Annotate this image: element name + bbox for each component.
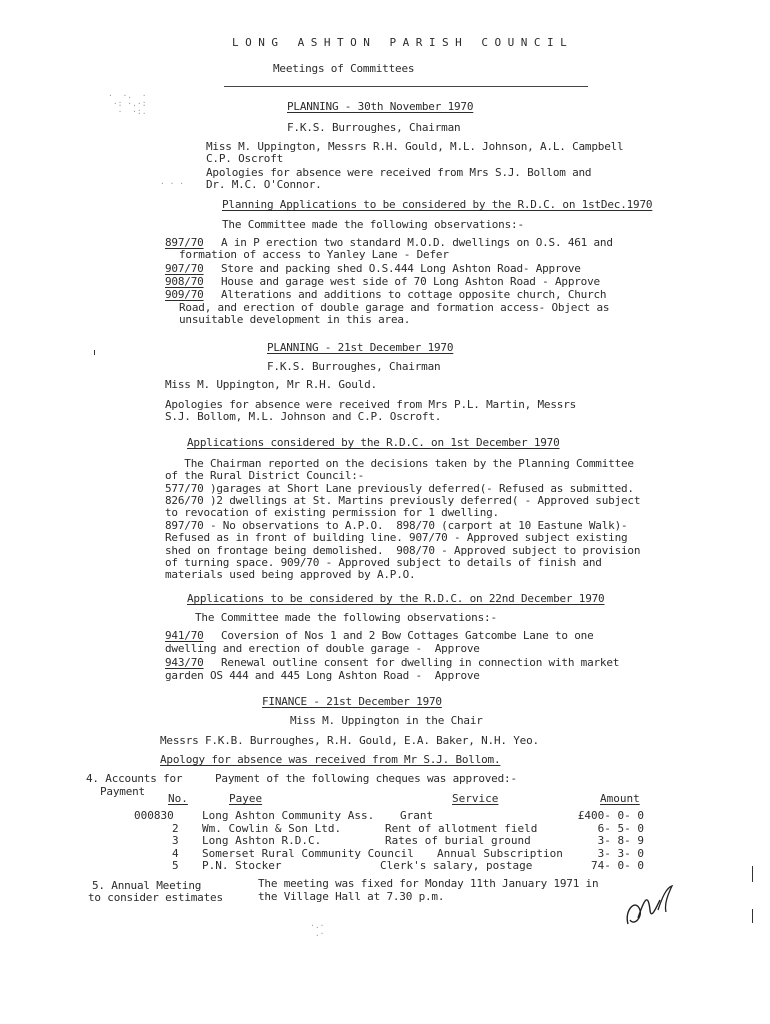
- finance-chair: Miss M. Uppington in the Chair: [290, 714, 483, 727]
- planning-nov-intro: The Committee made the following observations:-: [222, 218, 524, 231]
- decision-line: 577/70 )garages at Short Lane previously deferred(- Refused as submitted.: [165, 482, 634, 495]
- decision-line: materials used being approved by A.P.O.: [165, 568, 416, 581]
- row-payee: Long Ashton Community Ass.: [202, 809, 375, 822]
- scan-specks: · ·. · ·: ·.·: · ·:.: [108, 91, 147, 116]
- signature-initials: [622, 880, 678, 932]
- decision-line: Refused as in front of building line. 907/70 - Approved subject existing: [165, 531, 628, 544]
- scan-mark: [94, 350, 95, 355]
- application-ref: 907/70: [165, 262, 204, 275]
- document-subtitle: Meetings of Committees: [273, 62, 415, 75]
- row-amount: £400- 0- 0: [577, 809, 644, 822]
- planning-dec-apologies-1: Apologies for absence were received from Mrs P.L. Martin, Messrs: [165, 398, 577, 411]
- row-service: Annual Subscription: [437, 847, 563, 860]
- row-no: 000830: [134, 809, 174, 822]
- row-service: Rent of allotment field: [385, 822, 538, 835]
- row-service: Clerk's salary, postage: [380, 859, 533, 872]
- planning-dec-apologies-2: S.J. Bollom, M.L. Johnson and C.P. Oscroft.: [165, 410, 442, 423]
- planning-nov-present-2: C.P. Oscroft: [206, 152, 284, 165]
- application-text: Coversion of Nos 1 and 2 Bow Cottages Gatcombe Lane to one: [221, 629, 594, 642]
- decision-line: 826/70 )2 dwellings at St. Martins previously deferred( - Approved subject: [165, 494, 641, 507]
- decision-line: to revocation of existing permission for 1 dwelling.: [165, 506, 499, 519]
- planning-dec-heading: PLANNING - 21st December 1970: [267, 341, 454, 354]
- planning-nov-apologies-1: Apologies for absence were received from Mrs S.J. Bollom and: [206, 166, 592, 179]
- planning-dec-present: Miss M. Uppington, Mr R.H. Gould.: [165, 378, 377, 391]
- application-text: dwelling and erection of double garage - Approve: [165, 642, 480, 655]
- row-service: Rates of burial ground: [385, 834, 531, 847]
- row-amount: 6- 5- 0: [597, 822, 644, 835]
- annual-meeting-text-2: the Village Hall at 7.30 p.m.: [258, 890, 445, 903]
- application-text: House and garage west side of 70 Long Ashton Road - Approve: [221, 275, 600, 288]
- col-header-payee: Payee: [229, 792, 263, 805]
- application-ref: 941/70: [165, 629, 204, 642]
- planning-nov-apologies-2: Dr. M.C. O'Connor.: [206, 178, 322, 191]
- row-no: 2: [172, 822, 179, 835]
- decision-line: shed on frontage being demolished. 908/70 - Approved subject to provision: [165, 544, 641, 557]
- application-text: unsuitable development in this area.: [179, 313, 411, 326]
- application-ref: 943/70: [165, 656, 204, 669]
- margin-item-4-cont: Payment: [100, 785, 145, 798]
- finance-present: Messrs F.K.B. Burroughes, R.H. Gould, E.A. Baker, N.H. Yeo.: [160, 734, 539, 747]
- row-no: 3: [172, 834, 179, 847]
- finance-apologies: Apology for absence was received from Mr S.J. Bollom.: [160, 753, 501, 766]
- decision-line: of the Rural District Council:-: [165, 469, 365, 482]
- col-header-no: No.: [168, 792, 188, 805]
- col-header-service: Service: [452, 792, 499, 805]
- application-ref: 897/70: [165, 236, 204, 249]
- decision-line: 897/70 - No observations to A.P.O. 898/70 (carport at 10 Eastune Walk)-: [165, 519, 628, 532]
- row-payee: Long Ashton R.D.C.: [202, 834, 322, 847]
- planning-dec-subheading-2: Applications to be considered by the R.D.C. on 22nd December 1970: [187, 592, 605, 605]
- application-text: formation of access to Yanley Lane - Defer: [179, 248, 449, 261]
- scan-mark: [752, 866, 753, 882]
- margin-item-4: 4. Accounts for: [86, 772, 183, 785]
- planning-nov-heading: PLANNING - 30th November 1970: [287, 100, 474, 113]
- margin-item-5: 5. Annual Meeting: [92, 879, 202, 892]
- payment-intro: Payment of the following cheques was approved:-: [215, 772, 517, 785]
- finance-heading: FINANCE - 21st December 1970: [262, 695, 442, 708]
- application-text: Alterations and additions to cottage opposite church, Church: [221, 288, 607, 301]
- row-no: 4: [172, 847, 179, 860]
- planning-nov-chair: F.K.S. Burroughes, Chairman: [287, 121, 461, 134]
- planning-dec-subheading: Applications considered by the R.D.C. on 1st December 1970: [187, 436, 560, 449]
- application-text: Store and packing shed O.S.444 Long Ashton Road- Approve: [221, 262, 581, 275]
- row-service: Grant: [400, 809, 434, 822]
- planning-nov-present-1: Miss M. Uppington, Messrs R.H. Gould, M.L. Johnson, A.L. Campbell: [206, 140, 624, 153]
- row-amount: 3- 3- 0: [597, 847, 644, 860]
- decision-line: of turning space. 909/70 - Approved subject to details of finish and: [165, 556, 602, 569]
- row-payee: Somerset Rural Community Council: [202, 847, 414, 860]
- planning-dec-intro-2: The Committee made the following observations:-: [195, 611, 497, 624]
- row-amount: 3- 8- 9: [597, 834, 644, 847]
- council-title: LONG ASHTON PARISH COUNCIL: [232, 36, 574, 49]
- row-payee: Wm. Cowlin & Son Ltd.: [202, 822, 342, 835]
- application-text: garden OS 444 and 445 Long Ashton Road - Approve: [165, 669, 480, 682]
- scan-specks: · · ·: [160, 179, 185, 188]
- planning-nov-subheading: Planning Applications to be considered by the R.D.C. on 1stDec.1970: [222, 198, 653, 211]
- header-rule: [224, 86, 588, 87]
- application-text: Road, and erection of double garage and formation access- Object as: [179, 301, 610, 314]
- application-text: A in P erection two standard M.O.D. dwellings on O.S. 461 and: [221, 236, 613, 249]
- application-text: Renewal outline consent for dwelling in connection with market: [221, 656, 620, 669]
- row-no: 5: [172, 859, 179, 872]
- annual-meeting-text-1: The meeting was fixed for Monday 11th January 1971 in: [258, 877, 599, 890]
- row-amount: 74- 0- 0: [591, 859, 644, 872]
- planning-dec-chair: F.K.S. Burroughes, Chairman: [267, 360, 441, 373]
- scan-mark: [752, 909, 753, 923]
- col-header-amount: Amount: [600, 792, 640, 805]
- decision-line: The Chairman reported on the decisions taken by the Planning Committee: [165, 457, 634, 470]
- application-ref: 909/70: [165, 288, 204, 301]
- margin-item-5-cont: to consider estimates: [88, 891, 223, 904]
- application-ref: 908/70: [165, 275, 204, 288]
- scan-specks: ·.· .·: [310, 921, 325, 938]
- row-payee: P.N. Stocker: [202, 859, 282, 872]
